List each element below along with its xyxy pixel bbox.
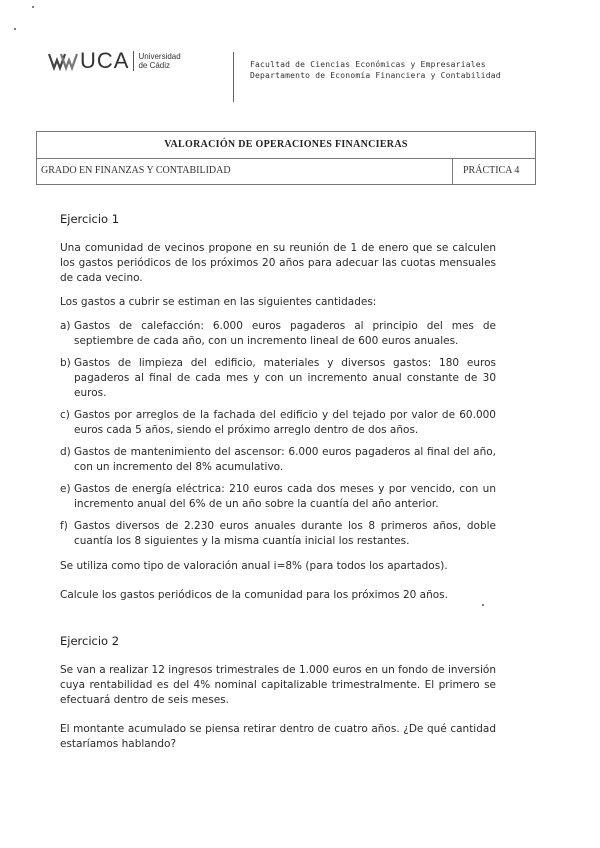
list-item-text: Gastos de limpieza del edificio, materiales y diversos gastos: 180 euros pagaderos al final de cada mes y con un incremento anual constante de 30 euros.	[74, 357, 496, 399]
exercise-2	[60, 634, 496, 752]
list-item	[60, 445, 496, 475]
list-item-text: Gastos de mantenimiento del ascensor: 6.000 euros pagaderos al final del año, con un incremento del 8% acumulativo.	[74, 446, 496, 473]
list-item	[60, 408, 496, 438]
practice-cell	[452, 158, 535, 184]
list-item-label: c)	[60, 409, 70, 421]
scan-speck	[14, 28, 16, 30]
practice-number: PRÁCTICA 4	[463, 165, 520, 176]
exercise-2-title: Ejercicio 2	[60, 634, 120, 648]
list-item-label: b)	[60, 357, 71, 369]
scan-speck	[32, 6, 34, 8]
faculty-info	[250, 59, 501, 81]
exercise-1-question: Calcule los gastos periódicos de la comunidad para los próximos 20 años.	[60, 589, 448, 601]
course-header-table	[36, 131, 536, 185]
list-item-label: f)	[60, 520, 68, 532]
list-item-label: e)	[60, 483, 71, 495]
department-name: Departamento de Economía Financiera y Contabilidad	[250, 71, 501, 80]
logo-university-line1: Universidad	[138, 52, 181, 61]
list-item	[60, 519, 496, 549]
exercise-1-lead: Los gastos a cubrir se estiman en las siguientes cantidades:	[60, 296, 377, 308]
exercise-2-statement: Se van a realizar 12 ingresos trimestrales de 1.000 euros en un fondo de inversión cuya rentabilidad es del 4% nominal capitalizable trimestralmente. El primero se efectuará dentro de seis meses.	[60, 664, 496, 706]
list-item-text: Gastos de calefacción: 6.000 euros pagaderos al principio del mes de septiembre de cada año, con un incremento lineal de 600 euros anuales.	[74, 320, 496, 347]
list-item-text: Gastos diversos de 2.230 euros anuales durante los 8 primeros años, doble cuantía los 8 siguientes y la misma cuantía inicial los restantes.	[74, 520, 496, 547]
exercise-1	[60, 212, 496, 603]
course-title: VALORACIÓN DE OPERACIONES FINANCIERAS	[164, 139, 408, 150]
logo-divider	[133, 51, 134, 71]
list-item-label: a)	[60, 320, 71, 332]
list-item	[60, 319, 496, 349]
expense-list	[60, 319, 496, 549]
exercise-2-question: El montante acumulado se piensa retirar dentro de cuatro años. ¿De qué cantidad estaríamos hablando?	[60, 723, 496, 750]
uca-emblem-icon	[48, 50, 78, 72]
logo-university-line2: de Cádiz	[138, 61, 171, 70]
list-item-label: d)	[60, 446, 71, 458]
document-body	[60, 212, 496, 766]
university-logo	[48, 48, 181, 74]
logo-university-name	[138, 52, 180, 70]
exercise-1-intro: Una comunidad de vecinos propone en su reunión de 1 de enero que se calculen los gastos periódicos de los próximos 20 años para adecuar las cuotas mensuales de cada vecino.	[60, 242, 496, 284]
list-item-text: Gastos por arreglos de la fachada del edificio y del tejado por valor de 60.000 euros cada 5 años, siendo el próximo arreglo dentro de dos años.	[74, 409, 496, 436]
list-item	[60, 356, 496, 401]
rate-note: Se utiliza como tipo de valoración anual i=8% (para todos los apartados).	[60, 560, 448, 572]
list-item-text: Gastos de energía eléctrica: 210 euros cada dos meses y por vencido, con un incremento anual del 6% de un año sobre la cuantía del año anterior.	[74, 483, 496, 510]
section-spacer	[60, 612, 496, 634]
exercise-1-title: Ejercicio 1	[60, 212, 120, 226]
logo-brand: UCA	[80, 48, 130, 73]
faculty-name: Facultad de Ciencias Económicas y Empresariales	[250, 60, 486, 69]
degree-name: GRADO EN FINANZAS Y CONTABILIDAD	[41, 165, 231, 176]
header-divider	[233, 52, 234, 102]
list-item	[60, 482, 496, 512]
